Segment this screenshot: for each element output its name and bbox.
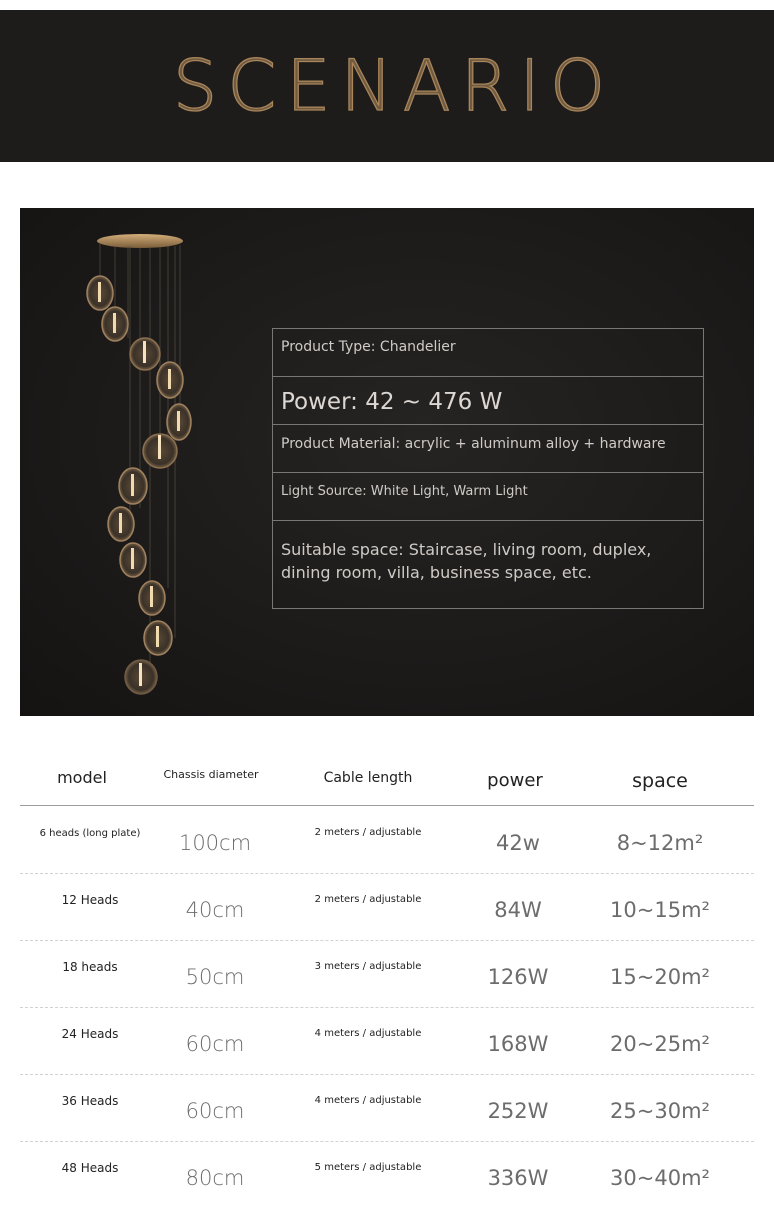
table-row [20, 940, 754, 1008]
cell-chassis: 40cm [185, 898, 245, 922]
cell-model: 48 Heads [61, 1161, 119, 1175]
chandelier-image [20, 208, 250, 716]
cell-model: 24 Heads [61, 1027, 119, 1041]
cell-space: 30~40m² [610, 1166, 710, 1190]
spec-box [272, 328, 704, 609]
table-row [20, 1074, 754, 1142]
spec-suitable-line-1: Suitable space: Staircase, living room, duplex, [281, 540, 652, 559]
header-cable-length: Cable length [323, 770, 413, 786]
cell-power: 252W [487, 1099, 549, 1123]
header-power: power [487, 770, 543, 791]
cell-model: 18 heads [62, 960, 118, 974]
product-scene [20, 208, 754, 716]
cell-model: 36 Heads [61, 1094, 119, 1108]
spec-suitable-line-2: dining room, villa, business space, etc. [281, 563, 592, 582]
table-header [20, 748, 754, 806]
header-chassis-diameter: Chassis diameter [163, 768, 259, 781]
cell-chassis: 50cm [185, 965, 245, 989]
spec-material: Product Material: acrylic + aluminum alloy + hardware [273, 425, 703, 473]
cell-power: 168W [487, 1032, 549, 1056]
cell-cable: 5 meters / adjustable [314, 1162, 422, 1173]
header-model: model [57, 768, 107, 787]
cell-space: 10~15m² [610, 898, 710, 922]
cell-chassis: 60cm [185, 1032, 245, 1056]
spec-power: Power: 42 ~ 476 W [273, 377, 703, 425]
cell-space: 15~20m² [610, 965, 710, 989]
cell-power: 336W [487, 1166, 549, 1190]
scenario-banner [0, 10, 774, 162]
table-row [20, 806, 754, 874]
cell-cable: 4 meters / adjustable [314, 1028, 422, 1039]
cell-space: 8~12m² [616, 831, 704, 855]
spec-light-source: Light Source: White Light, Warm Light [273, 473, 703, 521]
cell-cable: 2 meters / adjustable [314, 894, 422, 905]
table-row [20, 873, 754, 941]
cell-cable: 3 meters / adjustable [314, 961, 422, 972]
cell-cable: 2 meters / adjustable [314, 827, 422, 838]
spec-product-type: Product Type: Chandelier [273, 329, 703, 377]
cell-power: 84W [494, 898, 542, 922]
cell-cable: 4 meters / adjustable [314, 1095, 422, 1106]
cell-chassis: 60cm [185, 1099, 245, 1123]
cell-space: 25~30m² [610, 1099, 710, 1123]
cell-power: 42w [496, 831, 540, 855]
cell-model: 6 heads (long plate) [39, 828, 141, 839]
cell-chassis: 80cm [185, 1166, 245, 1190]
cell-chassis: 100cm [178, 831, 252, 855]
pendant-discs [87, 276, 191, 694]
cell-model: 12 Heads [61, 893, 119, 907]
cell-space: 20~25m² [610, 1032, 710, 1056]
spec-suitable-space [273, 521, 703, 608]
table-row [20, 1141, 754, 1208]
banner-title: SCENARIO [172, 45, 616, 127]
cell-power: 126W [487, 965, 549, 989]
table-row [20, 1007, 754, 1075]
header-space: space [632, 770, 688, 792]
